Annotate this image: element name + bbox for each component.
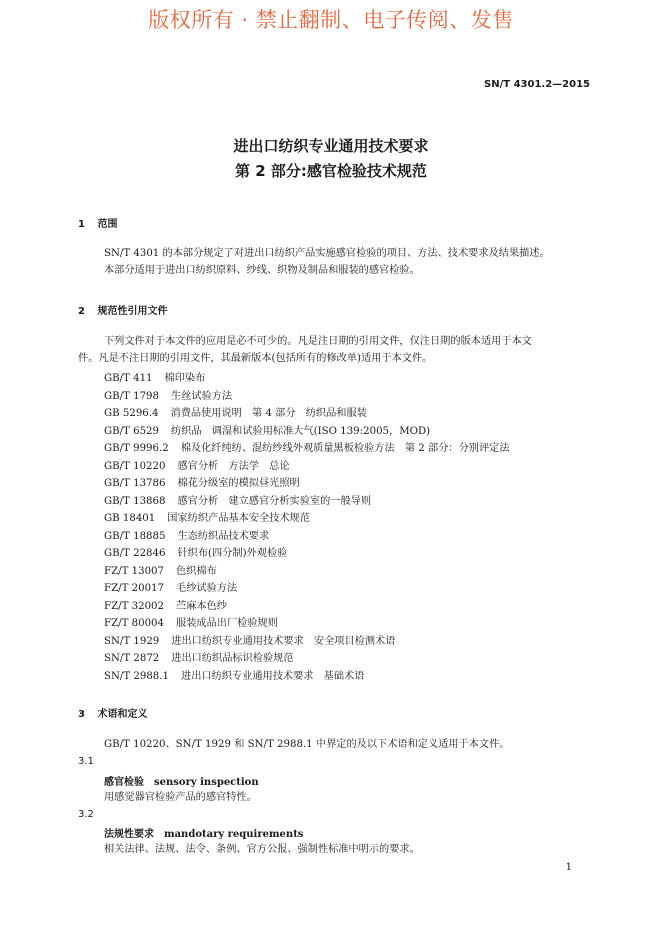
reference-item [104,458,510,476]
section-title: 规范性引用文件 [97,306,168,317]
reference-item [104,598,510,616]
reference-title: 感官分析 建立感官分析实验室的一般导则 [177,495,372,507]
reference-title: 进出口纺织专业通用技术要求 基础术语 [181,670,365,682]
reference-item [104,405,510,423]
terms-intro: GB/T 10220、SN/T 1929 和 SN/T 2988.1 中界定的及以下术语和定义适用于本文件。 [104,739,510,750]
reference-item [104,633,510,651]
reference-item [104,650,510,668]
document-subtitle: 第 2 部分:感官检验技术规范 [235,162,427,180]
reference-item [104,440,510,458]
reference-code: GB/T 13786 [104,478,166,489]
section-3-heading [78,705,147,720]
reference-code: FZ/T 32002 [104,600,165,612]
reference-code: GB/T 10220 [104,460,166,472]
scope-paragraph-1: SN/T 4301 的本部分规定了对进出口纺织产品实施感官检验的项目、方法、技术要求及结果描述。 [104,248,550,259]
reference-item [104,370,510,388]
reference-code: SN/T 2988.1 [104,670,170,682]
reference-title: 服装成品出厂检验规则 [176,618,278,629]
reference-code: GB/T 22846 [104,548,166,559]
reference-item [104,528,510,546]
page-number: 1 [565,862,572,873]
scope-paragraph-2: 本部分适用于进出口纺织原料、纱线、织物及制品和服装的感官检验。 [104,265,420,276]
section-title: 术语和定义 [97,709,148,720]
reference-item [104,388,510,406]
reference-code: GB/T 6529 [104,425,160,437]
section-number: 1 [78,219,85,230]
section-number: 3 [78,709,85,720]
term-number: 3.1 [78,756,94,767]
term-definition: 用感觉器官检验产品的感官特性。 [104,792,257,803]
reference-code: FZ/T 13007 [104,565,165,577]
reference-title: 针织布(四分制)外观检验 [177,548,288,559]
reference-title: 进出口纺织品标识检验规范 [171,653,294,664]
reference-code: GB/T 9996.2 [104,443,169,454]
reference-item [104,510,510,528]
reference-title: 生态纺织品技术要求 [177,530,270,542]
normative-references-list [104,370,510,685]
term-number: 3.2 [78,809,94,820]
standard-code: SN/T 4301.2—2015 [484,79,590,90]
document-title: 进出口纺织专业通用技术要求 [233,137,429,155]
reference-title: 棉及化纤纯纺、混纺纱线外观质量黑板检验方法 第 2 部分：分别评定法 [180,443,510,454]
term-en: sensory inspection [154,777,259,788]
reference-item [104,423,510,441]
reference-title: 色织棉布 [176,565,217,577]
term-zh: 感官检验 [104,777,144,788]
references-paragraph-line-1: 下列文件对于本文件的应用是必不可少的。凡是注日期的引用文件，仅注日期的版本适用于本文 [104,336,532,347]
reference-title: 感官分析 方法学 总论 [177,460,290,472]
reference-item [104,580,510,598]
reference-title: 毛纱试验方法 [176,583,238,594]
reference-code: GB/T 1798 [104,390,160,402]
reference-code: GB 18401 [104,513,156,524]
term-definition: 相关法律、法规、法令、条例、官方公报、强制性标准中明示的要求。 [104,844,420,855]
section-number: 2 [78,306,85,317]
watermark-banner: 版权所有 · 禁止翻制、电子传阅、发售 [148,8,514,32]
reference-title: 进出口纺织专业通用技术要求 安全项目检测术语 [171,635,396,647]
reference-title: 生丝试验方法 [171,390,233,402]
reference-item [104,545,510,563]
reference-title: 苎麻本色纱 [176,600,227,612]
reference-item [104,493,510,511]
reference-code: GB 5296.4 [104,408,159,419]
reference-title: 棉花分级室的模拟昼光照明 [177,478,300,489]
reference-title: 国家纺织产品基本安全技术规范 [167,513,310,524]
reference-code: GB/T 13868 [104,495,166,507]
reference-code: GB/T 18885 [104,530,166,542]
reference-item [104,563,510,581]
section-title: 范围 [97,219,118,230]
section-2-heading [78,302,167,317]
reference-item [104,668,510,686]
term-heading [104,825,303,840]
reference-item [104,475,510,493]
reference-code: SN/T 2872 [104,653,160,664]
reference-title: 纺织品 调湿和试验用标准大气(ISO 139:2005，MOD) [171,425,431,437]
references-paragraph-line-2: 件。凡是不注日期的引用文件，其最新版本(包括所有的修改单)适用于本文件。 [78,353,433,364]
term-zh: 法规性要求 [104,829,154,840]
reference-title: 消费品使用说明 第 4 部分 纺织品和服装 [170,408,367,419]
reference-item [104,615,510,633]
reference-code: FZ/T 20017 [104,583,165,594]
reference-code: SN/T 1929 [104,635,160,647]
term-en: mandotary requirements [164,829,304,840]
reference-code: GB/T 411 [104,373,153,384]
section-1-heading [78,215,117,230]
reference-code: FZ/T 80004 [104,618,165,629]
reference-title: 棉印染布 [164,373,206,384]
term-heading [104,773,259,788]
